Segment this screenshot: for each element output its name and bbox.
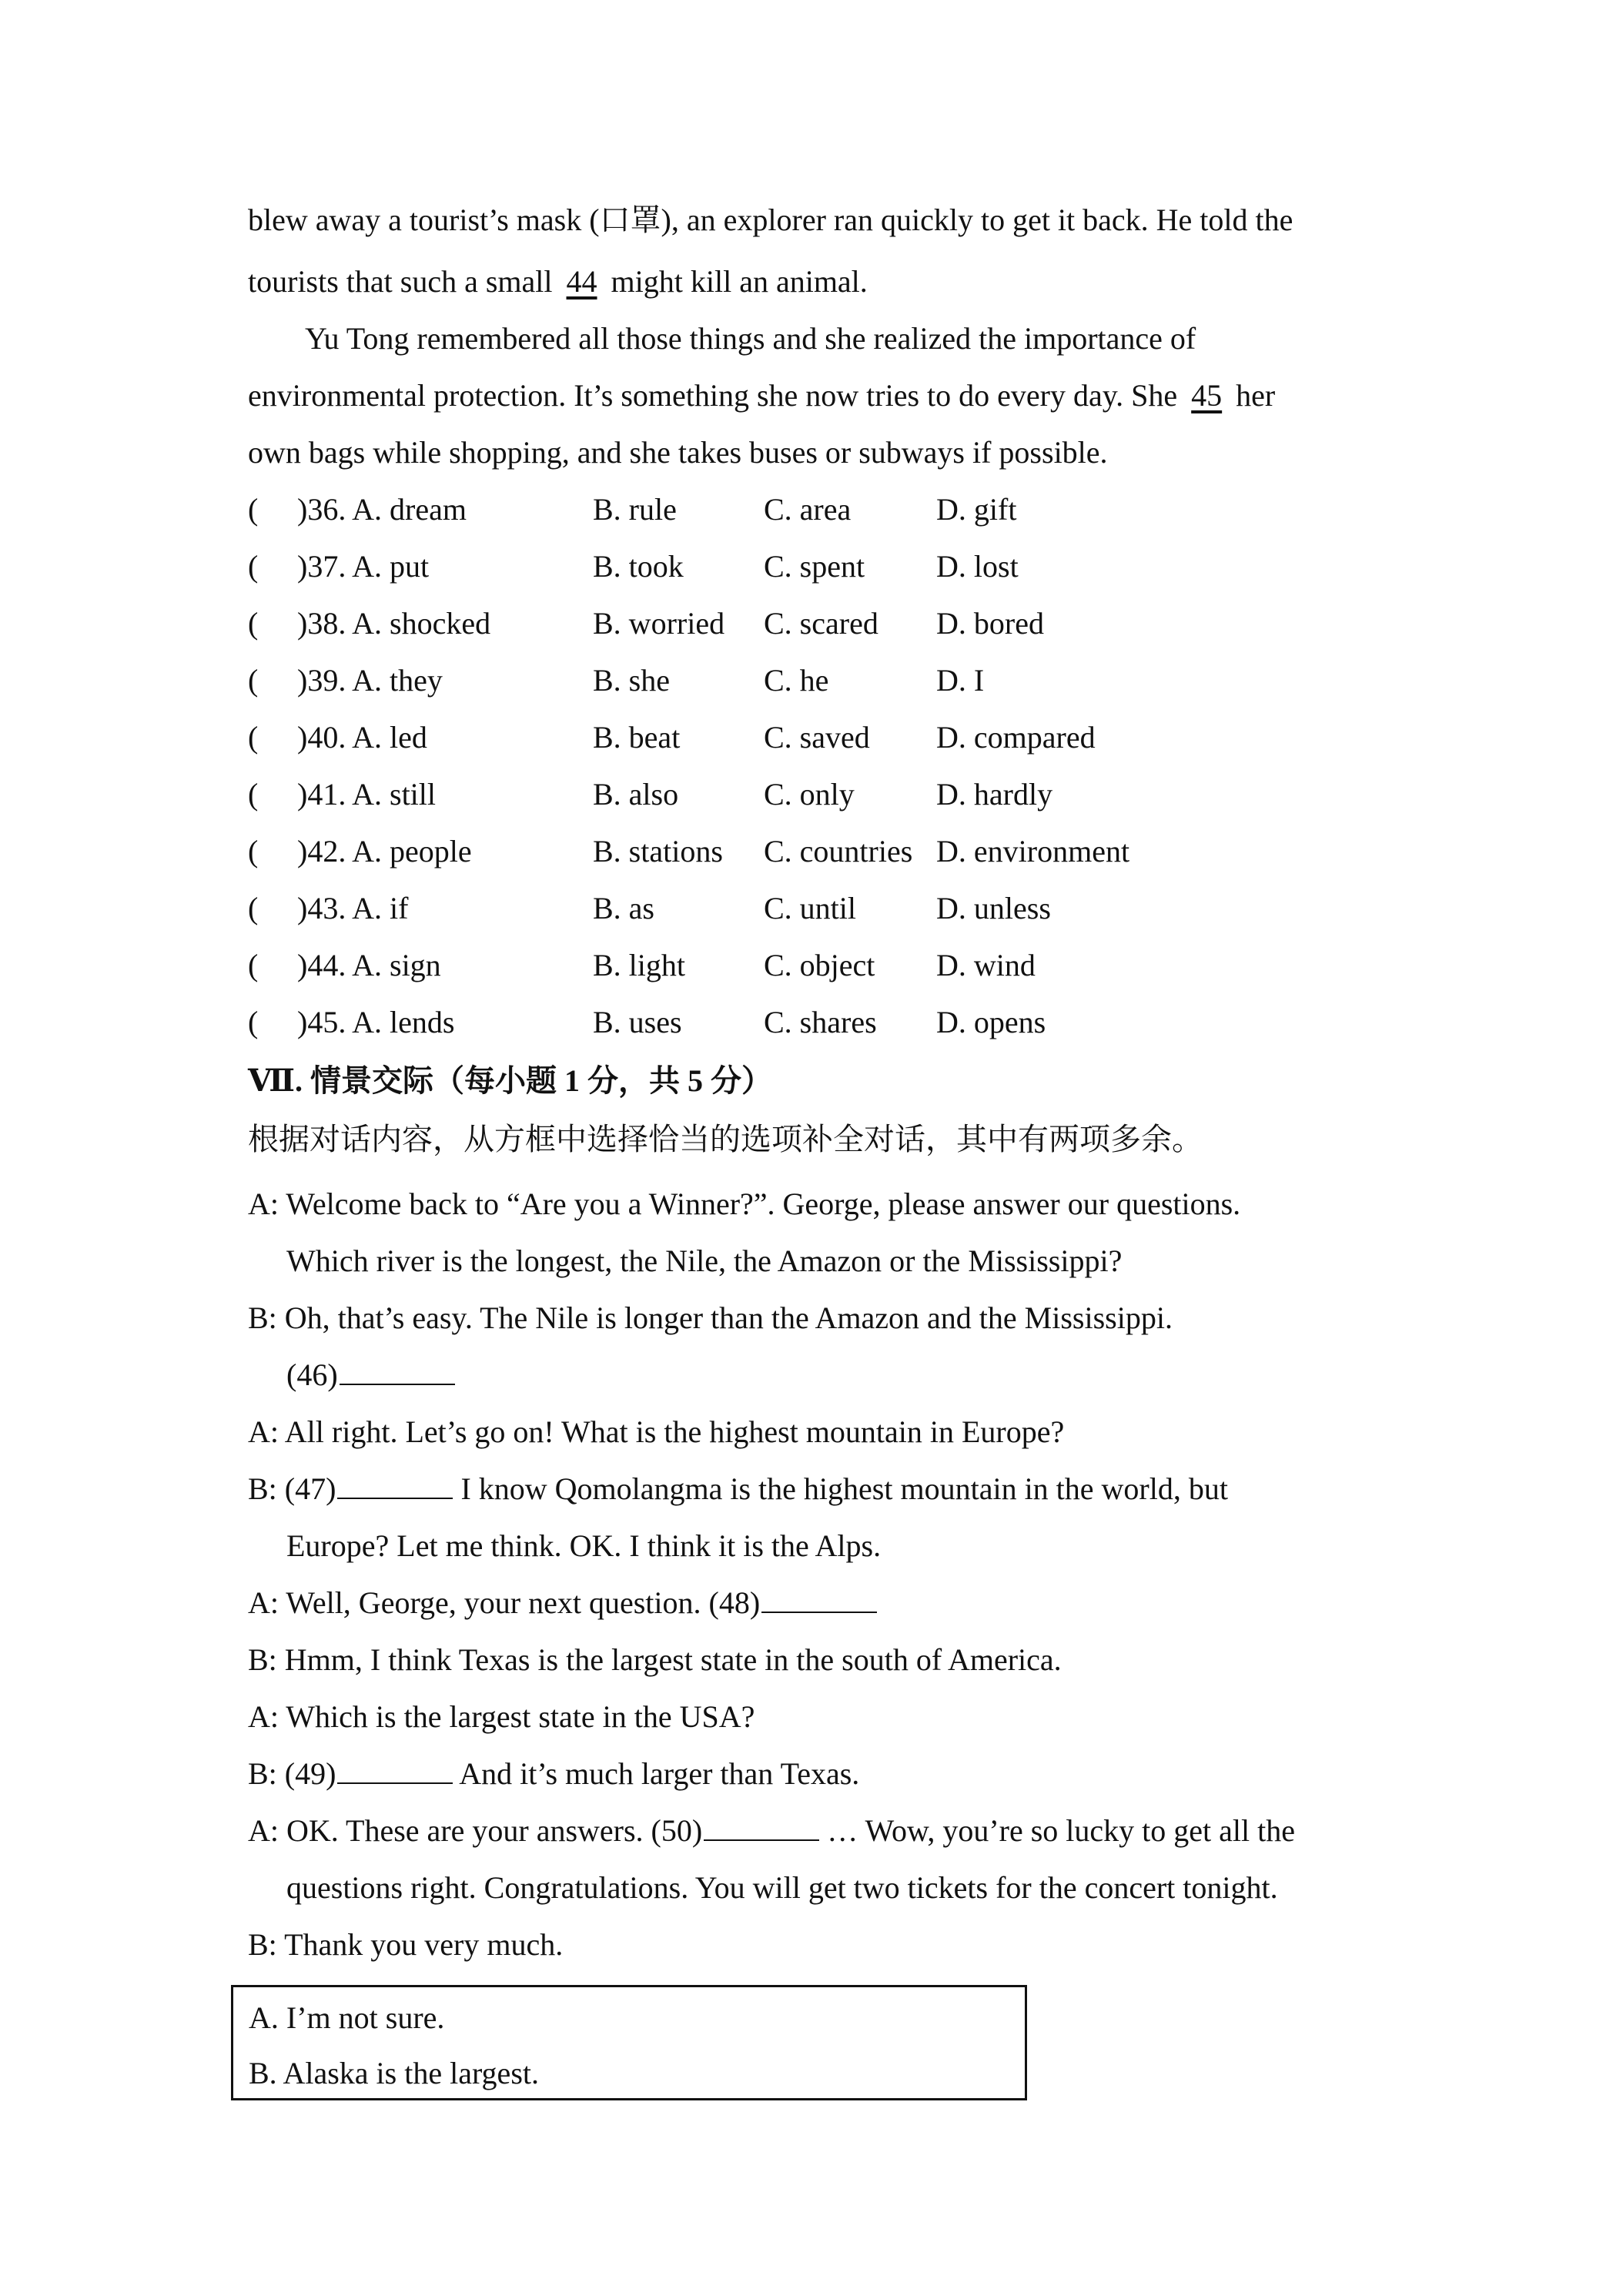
passage-text: tourists that such a small — [248, 264, 561, 299]
option-d: D. I — [936, 663, 985, 698]
option-b: B. also — [593, 777, 679, 812]
option-c: C. object — [764, 948, 875, 982]
dialogue-line: Europe? Let me think. OK. I think it is the Alps. — [286, 1528, 882, 1563]
dialogue-text: I know Qomolangma is the highest mountain in the world, but — [453, 1471, 1228, 1506]
answer-number-46: (46) — [286, 1357, 338, 1392]
blank-44: 44 — [566, 264, 597, 299]
passage-text: might kill an animal. — [603, 264, 868, 299]
option-c: C. scared — [764, 606, 878, 641]
option-b: B. she — [593, 663, 670, 698]
blank-45: 45 — [1191, 378, 1223, 413]
answer-number-47: B: (47) — [248, 1471, 336, 1506]
option-d: D. wind — [936, 948, 1036, 982]
answer-blank-50[interactable] — [704, 1816, 819, 1841]
passage-line: Yu Tong remembered all those things and she realized the importance of — [305, 321, 1196, 356]
option-b: B. stations — [593, 834, 723, 869]
answer-paren[interactable]: ( — [248, 663, 259, 698]
option-d: D. environment — [936, 834, 1130, 869]
option-b: B. uses — [593, 1005, 682, 1039]
dialogue-line: B: Oh, that’s easy. The Nile is longer than the Amazon and the Mississippi. — [248, 1300, 1173, 1335]
answer-paren[interactable]: ( — [248, 834, 259, 869]
dialogue-line — [248, 1754, 859, 1794]
question-stem: )40. A. led — [297, 720, 427, 755]
option-c: C. only — [764, 777, 855, 812]
passage-text: environmental protection. It’s something she now tries to do every day. She — [248, 378, 1186, 413]
option-d: D. unless — [936, 891, 1051, 925]
option-b: B. as — [593, 891, 654, 925]
passage-line: own bags while shopping, and she takes buses or subways if possible. — [248, 435, 1108, 470]
option-a: A. I’m not sure. — [249, 2000, 445, 2035]
dialogue-line: A: Welcome back to “Are you a Winner?”. George, please answer our questions. — [248, 1186, 1241, 1221]
question-stem: )41. A. still — [297, 777, 437, 812]
answer-number-50: A: OK. These are your answers. (50) — [248, 1813, 703, 1848]
options-box — [231, 1985, 1027, 2100]
passage-line: blew away a tourist’s mask (口罩), an explorer ran quickly to get it back. He told the — [248, 202, 1293, 237]
option-d: D. opens — [936, 1005, 1046, 1039]
answer-paren[interactable]: ( — [248, 606, 259, 641]
option-b: B. beat — [593, 720, 681, 755]
answer-paren[interactable]: ( — [248, 777, 259, 812]
option-d: D. gift — [936, 492, 1017, 527]
passage-text: her — [1228, 378, 1276, 413]
question-stem: )45. A. lends — [297, 1005, 455, 1039]
dialogue-line — [286, 1355, 455, 1395]
option-c: C. area — [764, 492, 852, 527]
answer-blank-49[interactable] — [337, 1759, 453, 1784]
question-stem: )44. A. sign — [297, 948, 441, 982]
answer-paren[interactable]: ( — [248, 720, 259, 755]
option-b: B. Alaska is the largest. — [249, 2056, 539, 2090]
question-stem: )37. A. put — [297, 549, 430, 584]
option-c: C. shares — [764, 1005, 877, 1039]
option-c: C. countries — [764, 834, 913, 869]
option-d: D. compared — [936, 720, 1096, 755]
answer-blank-47[interactable] — [337, 1474, 453, 1499]
passage-line — [248, 376, 1275, 416]
answer-number-48: A: Well, George, your next question. (48) — [248, 1585, 761, 1620]
passage-line — [248, 262, 868, 302]
dialogue-line: A: All right. Let’s go on! What is the highest mountain in Europe? — [248, 1414, 1065, 1449]
dialogue-text: … Wow, you’re so lucky to get all the — [819, 1813, 1295, 1848]
dialogue-line: B: Thank you very much. — [248, 1927, 564, 1962]
section-instruction: 根据对话内容，从方框中选择恰当的选项补全对话，其中有两项多余。 — [248, 1122, 1203, 1156]
dialogue-line: Which river is the longest, the Nile, the Amazon or the Mississippi? — [286, 1243, 1123, 1278]
answer-number-49: B: (49) — [248, 1756, 336, 1791]
option-d: D. lost — [936, 549, 1019, 584]
answer-paren[interactable]: ( — [248, 891, 259, 925]
option-c: C. spent — [764, 549, 865, 584]
option-c: C. he — [764, 663, 829, 698]
question-stem: )36. A. dream — [297, 492, 467, 527]
question-stem: )43. A. if — [297, 891, 409, 925]
dialogue-line: questions right. Congratulations. You will get two tickets for the concert tonight. — [286, 1870, 1278, 1905]
dialogue-text: And it’s much larger than Texas. — [453, 1756, 860, 1791]
answer-blank-46[interactable] — [340, 1361, 455, 1385]
option-b: B. took — [593, 549, 684, 584]
option-d: D. hardly — [936, 777, 1053, 812]
section-heading: Ⅶ. 情景交际（每小题 1 分，共 5 分） — [248, 1063, 772, 1098]
question-stem: )42. A. people — [297, 834, 472, 869]
dialogue-line — [248, 1583, 877, 1623]
answer-paren[interactable]: ( — [248, 549, 259, 584]
question-stem: )39. A. they — [297, 663, 443, 698]
dialogue-line: B: Hmm, I think Texas is the largest state in the south of America. — [248, 1642, 1062, 1677]
answer-paren[interactable]: ( — [248, 948, 259, 982]
dialogue-line — [248, 1811, 1295, 1851]
option-d: D. bored — [936, 606, 1044, 641]
option-b: B. rule — [593, 492, 677, 527]
answer-paren[interactable]: ( — [248, 1005, 259, 1039]
answer-blank-48[interactable] — [761, 1588, 877, 1613]
question-stem: )38. A. shocked — [297, 606, 491, 641]
dialogue-line: A: Which is the largest state in the USA? — [248, 1699, 755, 1734]
answer-paren[interactable]: ( — [248, 492, 259, 527]
option-b: B. worried — [593, 606, 725, 641]
option-c: C. until — [764, 891, 857, 925]
dialogue-line — [248, 1469, 1228, 1509]
option-c: C. saved — [764, 720, 870, 755]
option-b: B. light — [593, 948, 686, 982]
